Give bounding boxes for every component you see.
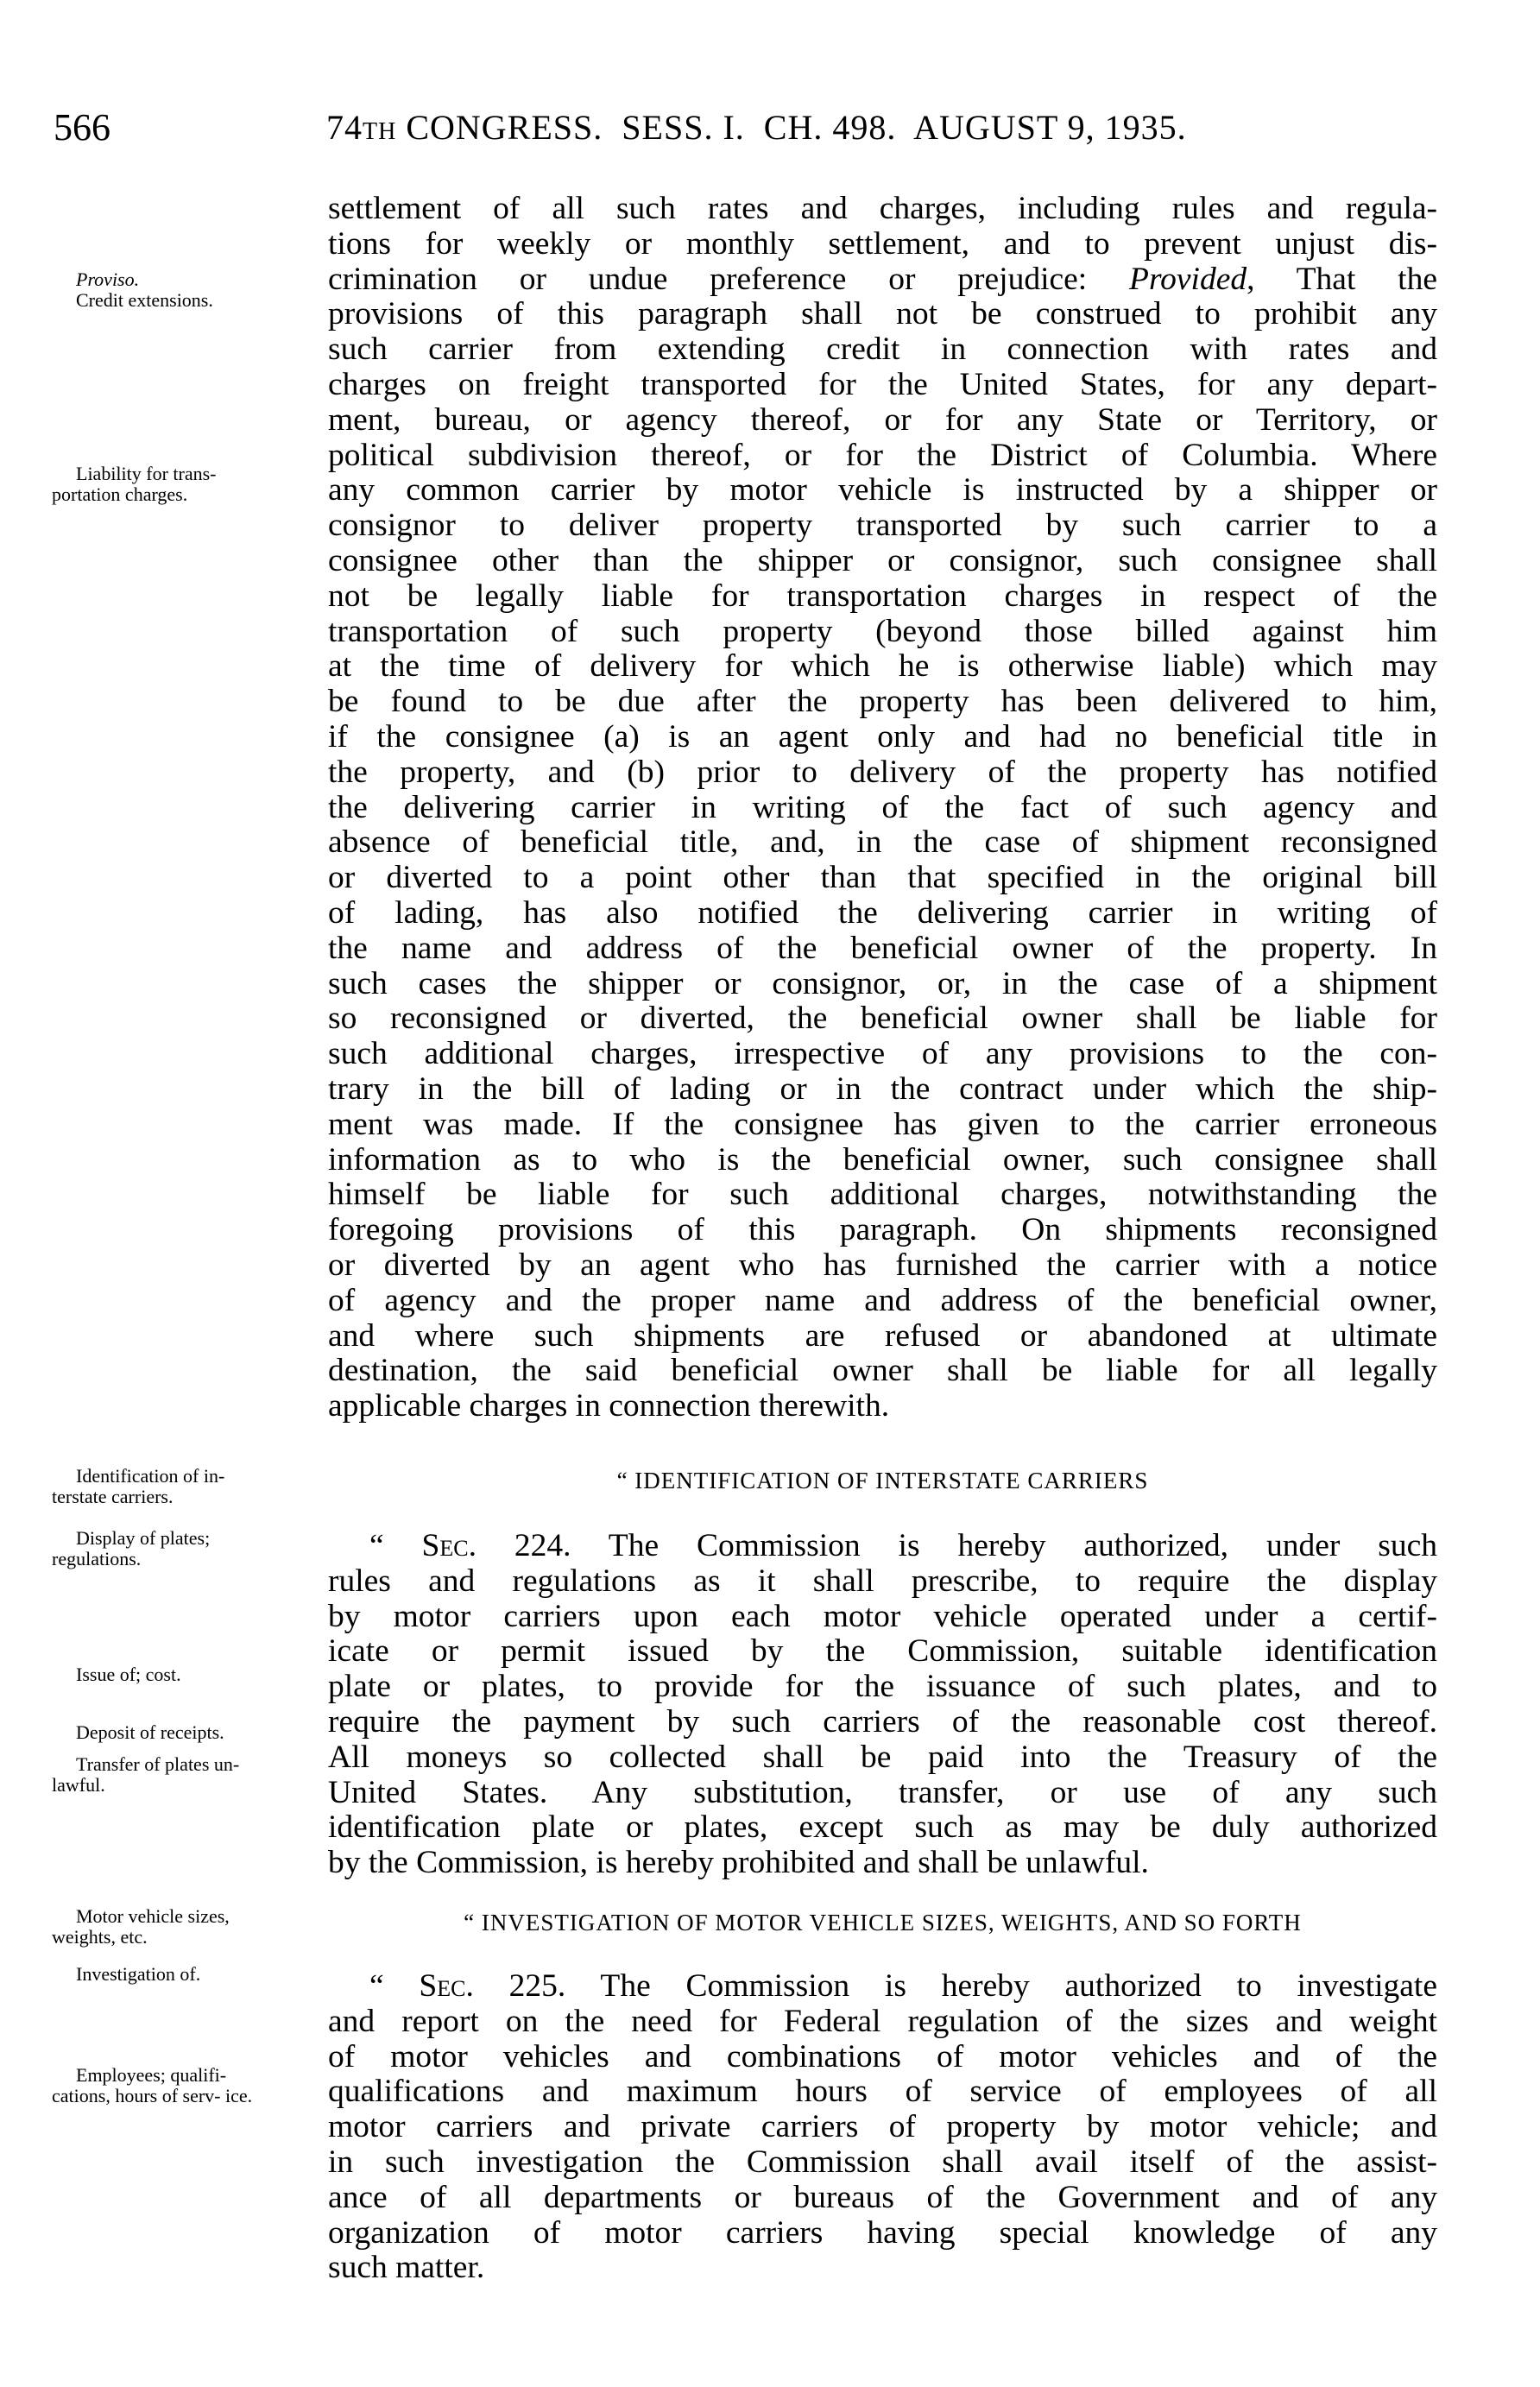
margin-note-investigation <box>52 1964 300 1985</box>
margin-note-text: Transfer of plates un- <box>76 1753 240 1775</box>
text-line: political subdivision thereof, or for the District of Columbia. Where <box>328 437 1437 473</box>
text-line: if the consignee (a) is an agent only and had no beneficial title in <box>328 718 1437 755</box>
text-line: himself be liable for such additional charges, notwithstanding the <box>328 1177 1437 1213</box>
text-line: qualifications and maximum hours of service of employees of all <box>328 2074 1437 2110</box>
body-paragraph-continuation <box>328 192 1437 1424</box>
text-span: , That the <box>1247 261 1437 297</box>
margin-note-text: Motor vehicle sizes, <box>76 1905 230 1927</box>
margin-note-text: Identification of in- <box>76 1465 225 1487</box>
text-span: The Commission is hereby authorized to investigate <box>565 1968 1437 2004</box>
text-line: information as to who is the beneficial owner, such consignee shall <box>328 1141 1437 1178</box>
margin-note-display <box>52 1528 300 1569</box>
text-line <box>328 262 1437 298</box>
margin-note-text: portation charges. <box>52 483 188 505</box>
margin-note-text: cations, hours of serv- <box>52 2085 221 2106</box>
text-line: the name and address of the beneficial owner of the property. In <box>328 930 1437 966</box>
text-line: be found to be due after the property has been delivered to him, <box>328 684 1437 720</box>
text-line: applicable charges in connection therewith. <box>328 1388 890 1424</box>
text-line: in such investigation the Commission shall avail itself of the assist- <box>328 2144 1437 2180</box>
text-line: consignee other than the shipper or consignor, such consignee shall <box>328 542 1437 578</box>
text-line: transportation of such property (beyond those billed against him <box>328 613 1437 649</box>
paragraph <box>328 192 1437 1424</box>
text-line: of agency and the proper name and address of the beneficial owner, <box>328 1282 1437 1318</box>
text-span: The Commission is hereby authorized, under such <box>571 1528 1437 1563</box>
margin-note-issue <box>52 1664 300 1685</box>
margin-note-text: ice. <box>225 2085 253 2106</box>
margin-note-identification <box>52 1466 300 1507</box>
text-line: charges on freight transported for the United States, for any depart- <box>328 366 1437 402</box>
margin-note-text: Liability for trans- <box>76 463 217 484</box>
text-line: at the time of delivery for which he is otherwise liable) which may <box>328 648 1437 685</box>
margin-note-text: Issue of; cost. <box>76 1664 181 1685</box>
text-line: settlement of all such rates and charges, including rules and regula- <box>328 191 1437 226</box>
text-line: the property, and (b) prior to delivery of the property has notified <box>328 754 1437 790</box>
text-line: of lading, has also notified the delivering carrier in writing of <box>328 894 1437 931</box>
text-line: United States. Any substitution, transfer, or use of any such <box>328 1774 1437 1810</box>
margin-note-liability <box>52 464 300 505</box>
text-line: not be legally liable for transportation charges in respect of the <box>328 578 1437 614</box>
margin-note-text: regulations. <box>52 1548 142 1569</box>
text-line: ment was made. If the consignee has given to the carrier erroneous <box>328 1106 1437 1142</box>
text-line: provisions of this paragraph shall not be construed to prohibit any <box>328 296 1437 332</box>
text-line: identification plate or plates, except such as may be duly authorized <box>328 1809 1437 1846</box>
text-line: rules and regulations as it shall prescribe, to require the display <box>328 1563 1437 1599</box>
margin-note-text: Employees; qualifi- <box>76 2064 227 2086</box>
text-line <box>328 1969 1437 2005</box>
text-line: or diverted to a point other than that specified in the original bill <box>328 860 1437 896</box>
paragraph <box>328 1969 1437 2286</box>
section-225 <box>328 1910 1437 2286</box>
text-line: ance of all departments or bureaus of the Government and of any <box>328 2179 1437 2215</box>
margin-note-motor-vehicle <box>52 1906 300 1948</box>
section-224 <box>328 1468 1437 1881</box>
text-line: by the Commission, is hereby prohibited and shall be unlawful. <box>328 1845 1149 1881</box>
text-line: plate or plates, to provide for the issuance of such plates, and to <box>328 1669 1437 1705</box>
text-line: such matter. <box>328 2250 485 2286</box>
margin-note-text: Display of plates; <box>76 1527 211 1549</box>
text-line: by motor carriers upon each motor vehicle operated under a certif- <box>328 1598 1437 1634</box>
section-label: “ Sec. 224. <box>369 1528 571 1563</box>
paragraph <box>328 1529 1437 1881</box>
text-line: tions for weekly or monthly settlement, and to prevent unjust dis- <box>328 225 1437 262</box>
proviso-italic: Provided <box>1129 261 1247 297</box>
margin-note-transfer <box>52 1754 300 1796</box>
running-head-suffix: TH <box>363 118 397 145</box>
section-label: “ Sec. 225. <box>369 1968 566 2004</box>
margin-note-text: Deposit of receipts. <box>76 1721 224 1743</box>
text-line: foregoing provisions of this paragraph. On shipments reconsigned <box>328 1212 1437 1248</box>
text-line <box>328 1529 1437 1564</box>
text-line: or diverted by an agent who has furnished the carrier with a notice <box>328 1247 1437 1283</box>
text-line: the delivering carrier in writing of the fact of such agency and <box>328 789 1437 825</box>
text-line: absence of beneficial title, and, in the case of shipment reconsigned <box>328 824 1437 861</box>
margin-note-proviso <box>52 269 300 311</box>
margin-note-deposit <box>52 1722 300 1743</box>
section-heading: “ INVESTIGATION OF MOTOR VEHICLE SIZES, WEIGHTS, AND SO FORTH <box>464 1910 1302 1935</box>
text-line: ment, bureau, or agency thereof, or for any State or Territory, or <box>328 401 1437 438</box>
section-heading: “ IDENTIFICATION OF INTERSTATE CARRIERS <box>616 1468 1149 1493</box>
text-line: destination, the said beneficial owner shall be liable for all legally <box>328 1353 1437 1389</box>
text-line: require the payment by such carriers of the reasonable cost thereof. <box>328 1703 1437 1740</box>
text-line: any common carrier by motor vehicle is instructed by a shipper or <box>328 472 1437 508</box>
text-line: organization of motor carriers having special knowledge of any <box>328 2214 1437 2251</box>
margin-note-text: terstate carriers. <box>52 1486 174 1507</box>
margin-note-text: Proviso. <box>76 268 140 290</box>
margin-note-text: Investigation of. <box>76 1963 201 1985</box>
page-number: 566 <box>54 106 110 148</box>
text-line: icate or permit issued by the Commission, suitable identification <box>328 1633 1437 1670</box>
running-head-ordinal: 74 <box>326 108 363 147</box>
text-line: such carrier from extending credit in connection with rates and <box>328 332 1437 368</box>
text-line: such additional charges, irrespective of any provisions to the con- <box>328 1036 1437 1072</box>
text-line: and report on the need for Federal regulation of the sizes and weight <box>328 2003 1437 2039</box>
text-span: crimination or undue preference or prejudice: <box>328 261 1130 297</box>
text-line: consignor to deliver property transported by such carrier to a <box>328 508 1437 544</box>
margin-note-employees <box>52 2065 300 2106</box>
text-line: such cases the shipper or consignor, or, in the case of a shipment <box>328 965 1437 1001</box>
text-line: so reconsigned or diverted, the beneficial owner shall be liable for <box>328 1001 1437 1037</box>
margin-note-text: lawful. <box>52 1774 105 1796</box>
text-line: trary in the bill of lading or in the contract under which the ship- <box>328 1070 1437 1107</box>
text-line: and where such shipments are refused or abandoned at ultimate <box>328 1317 1437 1354</box>
running-head <box>326 107 1187 148</box>
text-line: of motor vehicles and combinations of motor vehicles and of the <box>328 2038 1437 2074</box>
text-line: All moneys so collected shall be paid into the Treasury of the <box>328 1739 1437 1775</box>
margin-note-text: Credit extensions. <box>76 289 213 311</box>
text-line: motor carriers and private carriers of property by motor vehicle; and <box>328 2109 1437 2145</box>
margin-note-text: weights, etc. <box>52 1926 148 1948</box>
running-head-text: CONGRESS. SESS. I. CH. 498. AUGUST 9, 1935. <box>396 108 1187 147</box>
